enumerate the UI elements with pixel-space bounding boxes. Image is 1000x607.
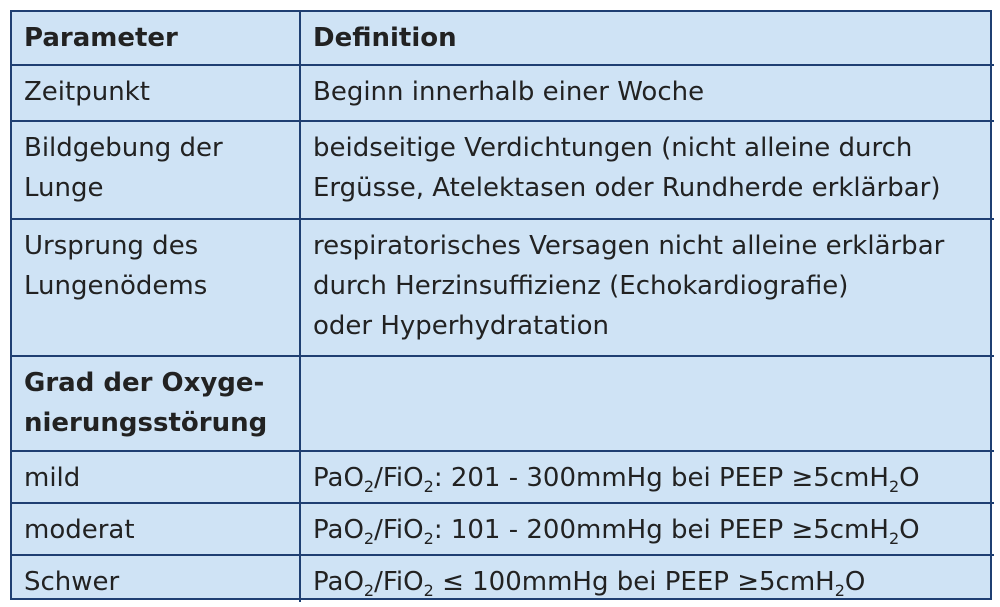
subscript: 2	[888, 477, 900, 496]
table-row	[12, 356, 994, 451]
table-row	[12, 555, 994, 602]
definition-cell	[300, 121, 994, 219]
subscript: 2	[423, 581, 434, 600]
definition-line: oder Hyperhydratation	[313, 311, 609, 341]
fio2-text: /FiO	[374, 463, 424, 493]
pao2-text: PaO	[313, 567, 364, 597]
header-row	[12, 12, 994, 65]
unit-tail: O	[899, 515, 920, 545]
threshold-cell	[300, 503, 994, 555]
unit-tail: O	[844, 567, 866, 597]
parameter-line: Lungenödems	[24, 271, 208, 301]
pao2-text: PaO	[313, 515, 364, 545]
definition-line: Ergüsse, Atelektasen oder Rundherde erklärbar)	[313, 173, 941, 203]
parameter-line: Grad der Oxyge-	[24, 368, 265, 398]
parameter-line: nierungsstörung	[24, 408, 268, 438]
parameter-cell	[12, 121, 300, 219]
subscript: 2	[363, 581, 375, 600]
definition-line: beidseitige Verdichtungen (nicht alleine durch	[313, 133, 913, 163]
parameter-cell	[12, 219, 300, 356]
subscript: 2	[834, 581, 845, 600]
subscript: 2	[423, 529, 434, 548]
fio2-text: /FiO	[374, 515, 424, 545]
subscript: 2	[423, 477, 434, 496]
range-text: : 201 - 300mmHg bei PEEP ≥5cmH	[433, 463, 889, 493]
pao2-text: PaO	[313, 463, 364, 493]
parameter-line: Lunge	[24, 173, 104, 203]
grade-cell: moderat	[12, 503, 300, 555]
parameter-line: Bildgebung der	[24, 133, 223, 163]
definition-line: Beginn innerhalb einer Woche	[313, 77, 705, 107]
subscript: 2	[363, 529, 375, 548]
definition-cell-empty	[300, 356, 994, 451]
parameter-cell	[12, 356, 300, 451]
table-row	[12, 219, 994, 356]
fio2-text: /FiO	[374, 567, 424, 597]
parameter-line: Ursprung des	[24, 231, 199, 261]
threshold-cell	[300, 451, 994, 503]
subscript: 2	[363, 477, 375, 496]
table-row	[12, 121, 994, 219]
table-row	[12, 503, 994, 555]
definition-line: respiratorisches Versagen nicht alleine erklärbar	[313, 231, 945, 261]
table-row	[12, 65, 994, 121]
parameter-cell	[12, 65, 300, 121]
subscript: 2	[888, 529, 900, 548]
definition-line: durch Herzinsuffizienz (Echokardiografie)	[313, 271, 849, 301]
threshold-cell	[300, 555, 994, 602]
definition-cell	[300, 65, 994, 121]
definition-cell	[300, 219, 994, 356]
header-parameter: Parameter	[12, 12, 300, 65]
table-row	[12, 451, 994, 503]
criteria-table	[12, 12, 994, 602]
range-text: : 101 - 200mmHg bei PEEP ≥5cmH	[433, 515, 889, 545]
ards-definition-table	[10, 10, 992, 600]
range-text: ≤ 100mmHg bei PEEP ≥5cmH	[433, 567, 835, 597]
grade-cell: mild	[12, 451, 300, 503]
unit-tail: O	[899, 463, 920, 493]
parameter-line: Zeitpunkt	[24, 77, 150, 107]
grade-cell: Schwer	[12, 555, 300, 602]
header-definition: Definition	[300, 12, 994, 65]
